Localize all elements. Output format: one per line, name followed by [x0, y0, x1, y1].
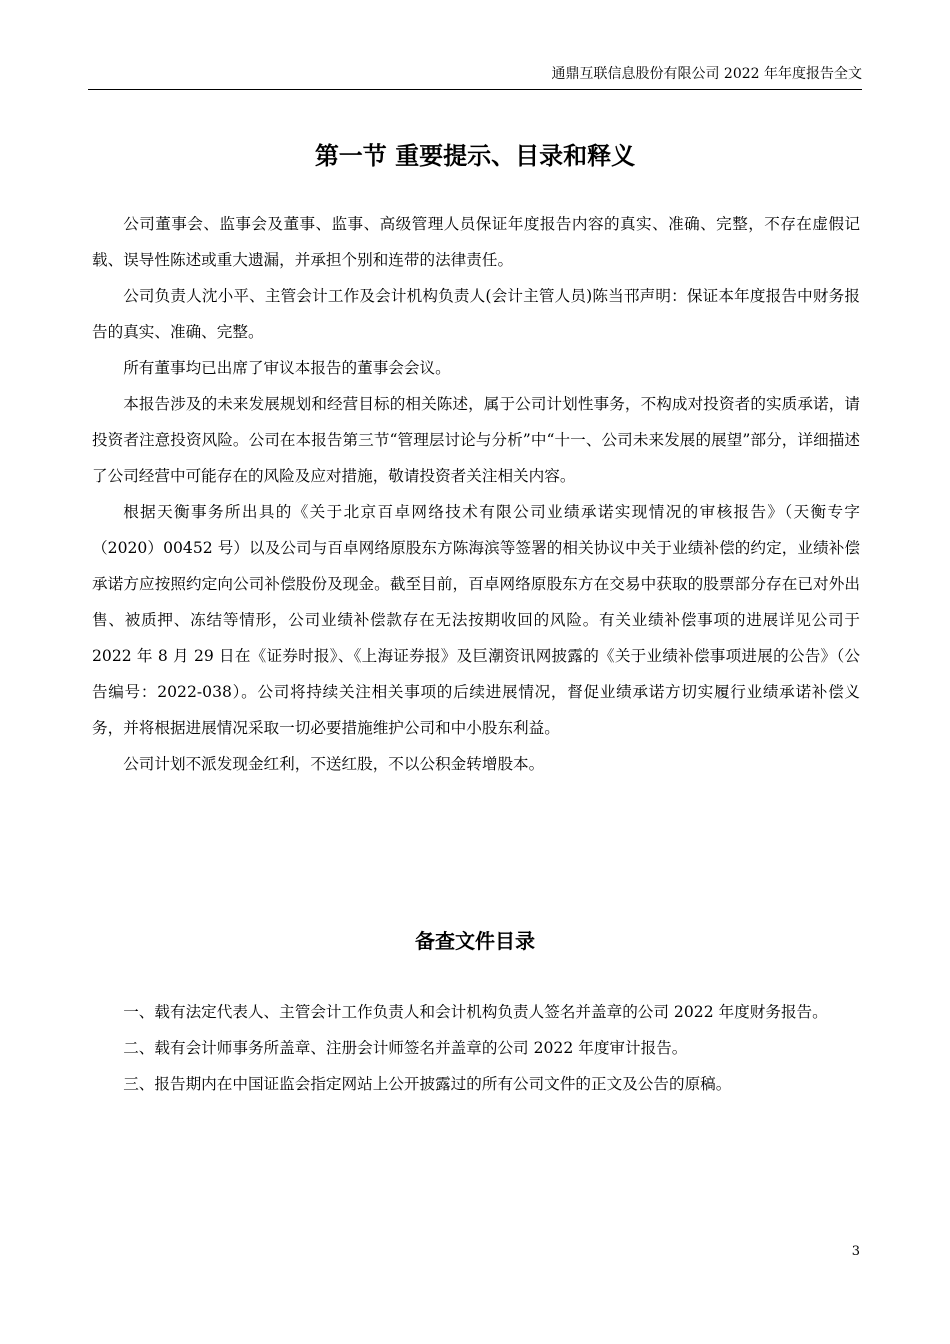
paragraph-forward-looking: 本报告涉及的未来发展规划和经营目标的相关陈述，属于公司计划性事务，不构成对投资者的实质承诺，请投资者注意投资风险。公司在本报告第三节“管理层讨论与分析”中“十一、公司未来发展的展望”部分，详细描述了公司经营中可能存在的风险及应对措施，敬请投资者关注相关内容。: [92, 395, 860, 485]
list-item: 一、载有法定代表人、主管会计工作负责人和会计机构负责人签名并盖章的公司 2022 年度财务报告。: [123, 1003, 828, 1021]
reference-documents-list: [92, 994, 860, 1102]
paragraph-responsible-person: 公司负责人沈小平、主管会计工作及会计机构负责人(会计主管人员)陈当邗声明：保证本年度报告中财务报告的真实、准确、完整。: [92, 287, 860, 341]
paragraph-performance-compensation: 根据天衡事务所出具的《关于北京百卓网络技术有限公司业绩承诺实现情况的审核报告》（天衡专字（2020）00452 号）以及公司与百卓网络原股东方陈海滨等签署的相关协议中关于业绩补偿的约定，业绩补偿承诺方应按照约定向公司补偿股份及现金。截至目前，百卓网络原股东方在交易中获取的股票部分存在已对外出售、被质押、冻结等情形，公司业绩补偿款存在无法按期收回的风险。有关业绩补偿事项的进展详见公司于 2022 年 8 月 29 日在《证券时报》、《上海证券报》及巨潮资讯网披露的《关于业绩补偿事项进展的公告》（公告编号：2022-038）。公司将持续关注相关事项的后续进展情况，督促业绩承诺方切实履行业绩承诺补偿义务，并将根据进展情况采取一切必要措施维护公司和中小股东利益。: [92, 503, 860, 737]
paragraph-director-attendance: 所有董事均已出席了审议本报告的董事会会议。: [123, 359, 451, 377]
paragraph-board-guarantee: 公司董事会、监事会及董事、监事、高级管理人员保证年度报告内容的真实、准确、完整，不存在虚假记载、误导性陈述或重大遗漏，并承担个别和连带的法律责任。: [92, 215, 860, 269]
paragraph-dividend-plan: 公司计划不派发现金红利，不送红股，不以公积金转增股本。: [123, 755, 545, 773]
reference-documents-title: 备查文件目录: [415, 929, 535, 953]
page-title: 第一节 重要提示、目录和释义: [314, 141, 636, 170]
important-notice-body: [92, 206, 860, 782]
page-number: 3: [851, 1244, 860, 1259]
page-header: 通鼎互联信息股份有限公司 2022 年年度报告全文: [551, 66, 862, 82]
list-item: 二、载有会计师事务所盖章、注册会计师签名并盖章的公司 2022 年度审计报告。: [123, 1039, 688, 1057]
header-divider: [88, 89, 862, 90]
list-item: 三、报告期内在中国证监会指定网站上公开披露过的所有公司文件的正文及公告的原稿。: [123, 1075, 732, 1093]
